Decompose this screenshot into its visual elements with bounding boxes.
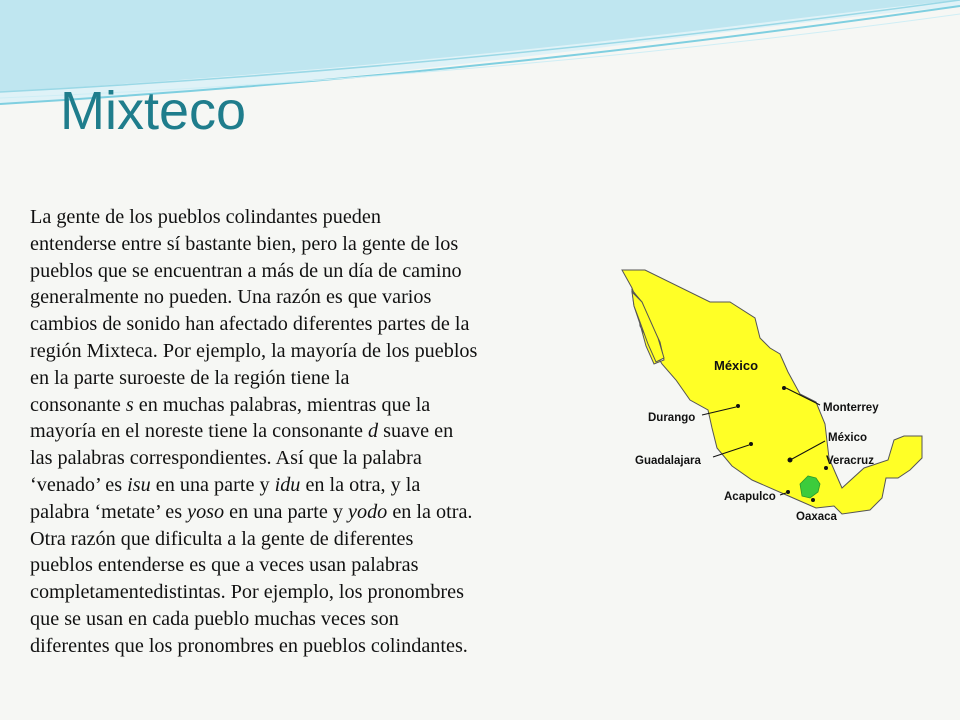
italic-term: yodo <box>348 500 388 523</box>
mexico-map <box>620 262 930 532</box>
city-label-durango: Durango <box>648 412 696 424</box>
body-text-segment: región Mixteca. Por ejemplo, la mayoría de los pueblos <box>30 339 478 362</box>
body-text-segment: en una parte y <box>224 500 349 523</box>
map-country-label: México <box>714 358 759 373</box>
city-label-mexico: México <box>828 432 867 444</box>
body-line <box>30 284 600 311</box>
body-text-segment: en una parte y <box>150 473 275 496</box>
body-line <box>30 258 600 285</box>
body-text-segment: en muchas palabras, mientras que la <box>133 393 431 416</box>
body-text-segment: completamentedistintas. Por ejemplo, los pronombres <box>30 581 464 604</box>
body-line <box>30 445 600 472</box>
italic-term: isu <box>127 473 151 496</box>
body-text-segment: Otra razón que dificulta a la gente de diferentes <box>30 527 414 550</box>
body-line <box>30 579 600 606</box>
body-line <box>30 606 600 633</box>
body-line <box>30 526 600 553</box>
body-line <box>30 338 600 365</box>
body-text-segment: mayoría en el noreste tiene la consonante <box>30 420 369 443</box>
slide-title: Mixteco <box>60 81 247 141</box>
body-text-segment: La gente de los pueblos colindantes pueden <box>30 206 381 228</box>
body-line <box>30 204 600 231</box>
body-line <box>30 365 600 392</box>
body-text-segment: palabra ‘metate’ es <box>30 500 188 523</box>
body-text-segment: entenderse entre sí bastante bien, pero la gente de los <box>30 232 459 255</box>
city-label-guadalajara: Guadalajara <box>635 455 701 467</box>
city-label-veracruz: Veracruz <box>826 455 874 467</box>
mexico-landmass <box>622 270 922 514</box>
body-text-segment: suave en <box>378 420 454 443</box>
body-line <box>30 231 600 258</box>
body-line <box>30 633 600 660</box>
body-text-segment: pueblos que se encuentran a más de un día de camino <box>30 259 462 282</box>
body-line <box>30 392 600 419</box>
body-text-segment: en la otra. <box>387 500 473 523</box>
body-text-segment: que se usan en cada pueblo muchas veces son <box>30 607 399 630</box>
italic-term: d <box>368 420 379 443</box>
italic-term: s <box>125 393 134 416</box>
city-label-monterrey: Monterrey <box>823 402 879 414</box>
body-line <box>30 472 600 499</box>
body-text-segment: en la parte suroeste de la región tiene la <box>30 366 350 389</box>
body-text-segment: diferentes que los pronombres en pueblos colindantes. <box>30 634 468 657</box>
body-text-segment: ‘venado’ es <box>30 473 128 496</box>
body-line <box>30 499 600 526</box>
city-label-acapulco: Acapulco <box>724 491 776 503</box>
body-line <box>30 552 600 579</box>
body-text-segment: generalmente no pueden. Una razón es que varios <box>30 286 432 309</box>
body-paragraph <box>30 204 600 660</box>
body-text-segment: en la otra, y la <box>300 473 421 496</box>
body-text-segment: pueblos entenderse es que a veces usan palabras <box>30 554 419 577</box>
body-line <box>30 418 600 445</box>
body-text-segment: cambios de sonido han afectado diferentes partes de la <box>30 313 470 336</box>
body-line <box>30 311 600 338</box>
italic-term: yoso <box>187 500 225 523</box>
body-text-segment: las palabras correspondientes. Así que la palabra <box>30 447 422 470</box>
body-text-segment: consonante <box>30 393 126 416</box>
city-label-oaxaca: Oaxaca <box>796 511 837 523</box>
italic-term: idu <box>274 473 301 496</box>
